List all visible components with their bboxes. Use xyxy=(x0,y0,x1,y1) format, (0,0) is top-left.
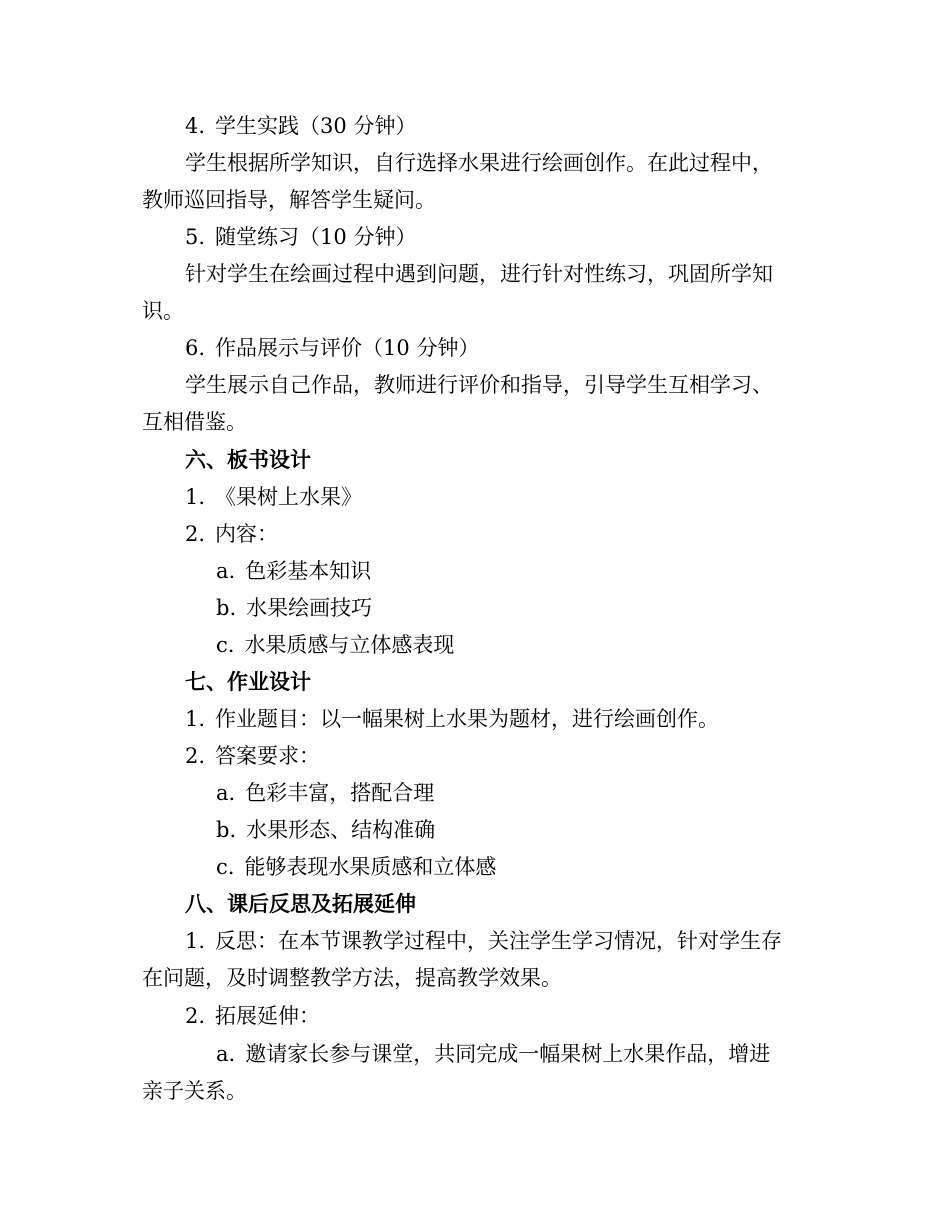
homework-subitem-c-letter: c. xyxy=(216,855,235,879)
board-subitem-a-letter: a. xyxy=(216,559,236,583)
board-item-2-text: 内容： xyxy=(215,522,279,546)
board-subitem-b-text: 水果绘画技巧 xyxy=(246,596,373,620)
homework-item-2-text: 答案要求： xyxy=(215,744,321,768)
section-4-paragraph-line-1: 学生根据所学知识，自行选择水果进行绘画创作。在此过程中， xyxy=(185,151,773,175)
section-6-paragraph-line-1: 学生展示自己作品，教师进行评价和指导，引导学生互相学习、 xyxy=(185,373,773,397)
reflection-item-2-text: 拓展延伸： xyxy=(215,1004,321,1028)
homework-subitem-b xyxy=(216,816,435,844)
section-5-number: 5. xyxy=(185,225,206,249)
reflection-subitem-a-letter: a. xyxy=(216,1042,236,1066)
heading-reflection-extension: 八、课后反思及拓展延伸 xyxy=(185,891,416,916)
homework-subitem-c-text: 能够表现水果质感和立体感 xyxy=(244,855,497,879)
homework-subitem-b-text: 水果形态、结构准确 xyxy=(246,818,436,842)
heading-homework-design: 七、作业设计 xyxy=(185,669,311,694)
reflection-item-2-number: 2. xyxy=(185,1004,206,1028)
homework-item-2 xyxy=(185,742,320,770)
board-item-1 xyxy=(185,483,362,511)
reflection-subitem-a-line-1 xyxy=(216,1040,770,1068)
reflection-item-1-number: 1. xyxy=(185,929,206,953)
homework-subitem-a xyxy=(216,779,434,807)
section-6-number: 6. xyxy=(185,336,206,360)
reflection-item-1-line-2: 在问题，及时调整教学方法，提高教学效果。 xyxy=(142,966,562,990)
board-item-2-number: 2. xyxy=(185,522,206,546)
section-6-title xyxy=(185,334,479,362)
board-subitem-b xyxy=(216,594,372,622)
reflection-item-2 xyxy=(185,1002,320,1030)
homework-item-1-text: 作业题目：以一幅果树上水果为题材，进行绘画创作。 xyxy=(215,707,720,731)
homework-item-1-number: 1. xyxy=(185,707,206,731)
section-5-paragraph-line-1: 针对学生在绘画过程中遇到问题，进行针对性练习，巩固所学知 xyxy=(185,262,773,286)
reflection-item-1-line-1 xyxy=(185,927,782,955)
board-subitem-c xyxy=(216,631,454,659)
reflection-subitem-a-line-2: 亲子关系。 xyxy=(142,1079,247,1103)
homework-item-2-number: 2. xyxy=(185,744,206,768)
board-item-1-text: 《果树上水果》 xyxy=(215,485,363,509)
board-subitem-c-text: 水果质感与立体感表现 xyxy=(244,633,455,657)
homework-item-1 xyxy=(185,705,719,733)
section-4-paragraph-line-2: 教师巡回指导，解答学生疑问。 xyxy=(142,188,436,212)
board-subitem-a-text: 色彩基本知识 xyxy=(245,559,372,583)
section-5-paragraph-line-2: 识。 xyxy=(142,299,184,323)
section-6-paragraph-line-2: 互相借鉴。 xyxy=(142,410,247,434)
heading-board-design: 六、板书设计 xyxy=(185,447,311,472)
section-6-title-text: 作品展示与评价（10 分钟） xyxy=(215,336,480,360)
reflection-item-1-text-line-1: 反思：在本节课教学过程中，关注学生学习情况，针对学生存 xyxy=(215,929,783,953)
board-subitem-b-letter: b. xyxy=(216,596,237,620)
board-item-2 xyxy=(185,520,278,548)
section-4-title-text: 学生实践（30 分钟） xyxy=(215,114,417,138)
section-4-title xyxy=(185,112,416,140)
homework-subitem-a-letter: a. xyxy=(216,781,236,805)
board-item-1-number: 1. xyxy=(185,485,206,509)
homework-subitem-b-letter: b. xyxy=(216,818,237,842)
section-5-title-text: 随堂练习（10 分钟） xyxy=(215,225,417,249)
section-4-number: 4. xyxy=(185,114,206,138)
homework-subitem-c xyxy=(216,853,496,881)
board-subitem-c-letter: c. xyxy=(216,633,235,657)
reflection-subitem-a-text-line-1: 邀请家长参与课堂，共同完成一幅果树上水果作品，增进 xyxy=(245,1042,771,1066)
board-subitem-a xyxy=(216,557,371,585)
homework-subitem-a-text: 色彩丰富，搭配合理 xyxy=(245,781,435,805)
section-5-title xyxy=(185,223,416,251)
